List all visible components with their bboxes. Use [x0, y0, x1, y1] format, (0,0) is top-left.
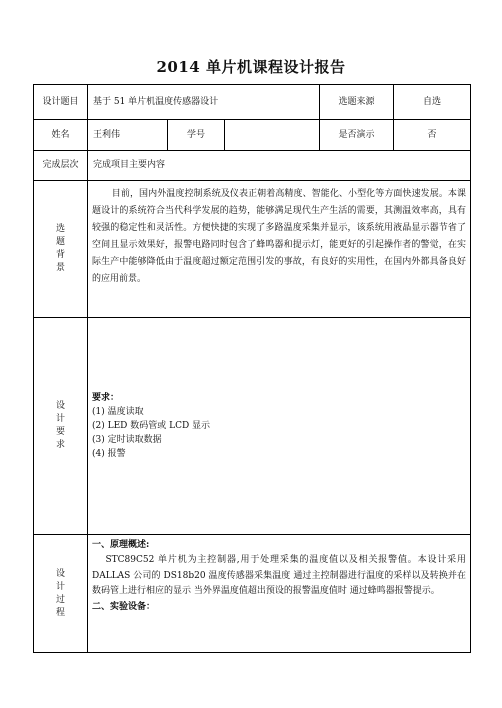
source-label: 选题来源 [320, 85, 394, 120]
student-id-value [225, 120, 320, 151]
requirements-row [34, 318, 471, 535]
name-value: 王利伟 [88, 120, 168, 151]
requirement-item: (3) 定时读取数据 [92, 435, 162, 445]
topic-label: 设计题目 [34, 85, 88, 120]
background-content [88, 181, 471, 318]
report-title: 2014 单片机课程设计报告 [156, 58, 346, 76]
source-value: 自选 [394, 85, 471, 120]
report-table [33, 84, 471, 653]
requirement-item: (4) 报警 [92, 449, 126, 459]
background-label: 选 题 背 景 [34, 181, 88, 318]
completion-value: 完成项目主要内容 [88, 151, 471, 181]
student-id-label: 学号 [168, 120, 225, 151]
topic-value: 基于 51 单片机温度传感器设计 [88, 85, 320, 120]
topic-row [34, 85, 471, 120]
process-row [34, 535, 471, 653]
requirement-item: (2) LED 数码管或 LCD 显示 [92, 421, 211, 431]
equipment-heading: 二、实验设备： [92, 601, 156, 612]
requirements-label: 设 计 要 求 [34, 318, 88, 535]
requirements-content [88, 318, 471, 535]
requirement-item: (1) 温度读取 [92, 407, 144, 417]
background-text: 目前，国内外温度控制系统及仪表正朝着高精度、智能化、小型化等方面快速发展。本课题设计的系统符合当代科学发展的趋势，能够满足现代生产生活的需要，其测温效率高，具有较强的稳定性和灵活性。方便快捷的实现了多路温度采集并显示，该系统用液晶显示器节省了空间且显示效果好，报警电路同时包含了蜂鸣器和提示灯，能更好的引起操作者的警觉，在实际生产中能够降低由于温度超过额定范围引发的事故，有良好的实用性，在国内外都具备良好的应用前景。 [92, 189, 467, 284]
name-row [34, 120, 471, 151]
name-label: 姓名 [34, 120, 88, 151]
completion-label: 完成层次 [34, 151, 88, 181]
demo-label: 是否演示 [320, 120, 394, 151]
principle-heading: 一、原理概述: [92, 540, 150, 550]
process-content [88, 535, 471, 653]
principle-text: STC89C52 单片机为主控制器,用于处理采集的温度值以及相关报警值。本设计采用 DALLAS 公司的 DS18b20 温度传感器采集温度 通过主控制器进行温度的采样以及转换并在数码管上进行相应的显示 当外界温度值超出预设的报警温度值时 通过蜂鸣器报警提示。 [92, 555, 467, 596]
background-row [34, 181, 471, 318]
demo-value: 否 [394, 120, 471, 151]
requirements-heading: 要求： [92, 393, 120, 403]
process-label: 设 计 过 程 [34, 535, 88, 653]
completion-row [34, 151, 471, 181]
